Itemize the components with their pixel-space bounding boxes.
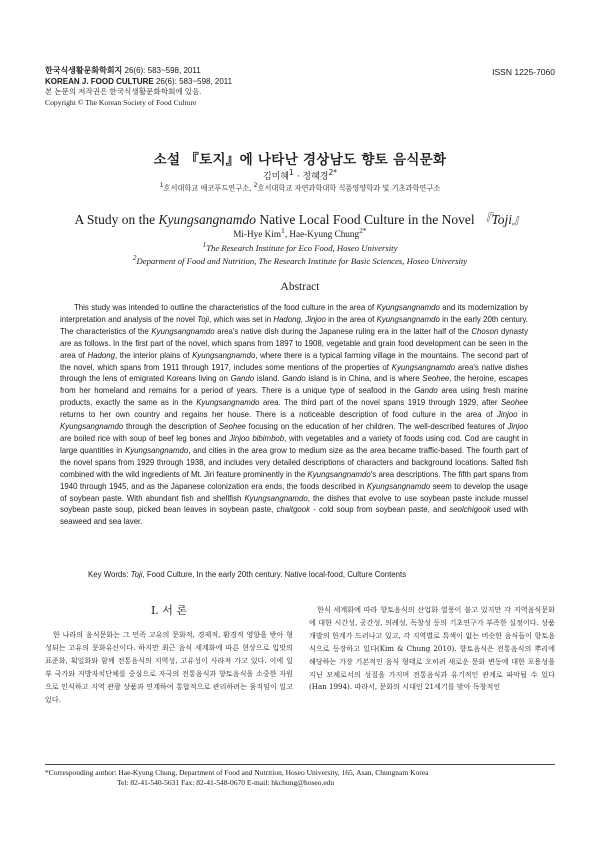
abstract-text: area. The third part of the novel spans 1919 through 1929, after: [259, 398, 501, 408]
abstract-term: Seohee: [218, 422, 246, 432]
author-sup: 1: [280, 226, 285, 235]
author-name: Hae-Kyung Chung: [289, 229, 360, 240]
footnote-line: *Corresponding author: Hae-Kyung Chung, Department of Food and Nutrition, Hoseo University, 165, Asan, Chungnam Korea: [45, 768, 429, 777]
abstract-term: Kyungsangnamdo: [366, 481, 431, 491]
abstract-text: in the area of: [325, 314, 377, 324]
abstract-term: Gando: [282, 374, 306, 384]
abstract-term: Kyungsangnamdo: [196, 398, 260, 408]
authors-en: [0, 226, 600, 239]
journal-citation-ko: [45, 66, 232, 77]
author-sup: 1: [289, 168, 294, 177]
abstract-term: Kyungsangnamdo: [151, 326, 215, 336]
abstract-text: seem to develop the usage of soybean paste. With abundant fish and shellfish: [60, 481, 529, 503]
abstract-body: [60, 302, 528, 528]
title-part: A Study on the: [74, 212, 159, 227]
abstract-text: , and cities in the area grow to medium size as the area became traffic-based. The fourth part of the novel spans from 1929 through 1938, and includes very detailed descriptions of characters and background locations. Salted fish combined with the wild ingredients of Mt. Jiri feature prominently in the: [60, 445, 528, 479]
abstract-term: seolchigook: [449, 505, 491, 515]
journal-cite-en: 26(6): 583~598, 2011: [153, 76, 233, 86]
abstract-text: and its modernization by interpretation and analysis of the novel: [60, 303, 529, 324]
affiliation-sup: 2: [253, 182, 258, 189]
keyword-term: Toji: [130, 570, 143, 579]
abstract-text: island.: [254, 374, 283, 384]
abstract-text: , the heroine, escapes from her homeland and remains for a period of years. There is a unique type of seafood in the: [60, 374, 528, 396]
abstract-text: This study was intended to outline the characteristics of the food culture in the area of: [74, 303, 377, 312]
journal-citation-en: [45, 77, 232, 88]
abstract-text: - cold soup from soybean paste, and: [310, 505, 450, 515]
body-column-left: 한 나라의 음식문화는 그 민족 고유의 문화적, 경제적, 환경적 영향을 받아 형성되는 고유의 문화유산이다. 하지만 최근 음식 세계화에 따른 현상으로 입맛의 표준화, 획일화와 함께 전통음식의 지역성, 고유성이 사라져 가고 있다. 이에 일부 국가와 지방자치단체를 중심으로 자국의 전통음식과 향토음식을 소중한 자원으로 인식하고 지역 관광 상품과 연계하여 통합적으로 관리하려는 움직임이 일고 있다.: [45, 630, 293, 704]
affiliation-text: The Research Institute for Eco Food, Hoseo University: [206, 242, 398, 253]
abstract-text: focusing on the education of her children. The well-described features of: [245, 422, 508, 432]
author-name: Mi-Hye Kim: [233, 229, 281, 240]
abstract-text: in: [517, 410, 528, 420]
abstract-term: Gando: [414, 386, 438, 396]
abstract-term: Kyungsangnamdo: [376, 314, 440, 324]
abstract-term: Gando: [230, 374, 255, 384]
abstract-text: , where there is a typical farming village in the mountains. The second part of the novel, which spans from 1911 through 1917, includes some mentions of the properties of: [60, 350, 529, 372]
copyright-line: Copyright © The Korean Society of Food Culture: [45, 97, 197, 107]
abstract-term: Jinjoo: [496, 410, 518, 420]
abstract-text: , which was set in: [209, 314, 274, 324]
author-sup: 2*: [359, 226, 367, 235]
abstract-text: area using fresh marine products, exactly the same as in the: [60, 386, 528, 408]
affiliation-en-1: [0, 241, 600, 253]
abstract-term: Jinjoo: [507, 422, 528, 432]
abstract-text: , with vegetables and a variety of foods using cod. Cod are caught in large quantities in: [60, 433, 528, 455]
affiliation-text: 호서대학교 에코푸드연구소,: [163, 183, 254, 193]
affiliation-sup: 1: [202, 241, 207, 249]
author-separator: ,: [284, 229, 290, 240]
abstract-text: , the interior plains of: [114, 350, 193, 360]
abstract-heading: Abstract: [280, 281, 320, 293]
abstract-text: island is in China, and is where: [305, 374, 423, 384]
abstract-text: , the dishes that evolve to use soybean paste include mussel soybean paste soup, picked bean leaves in soybean paste,: [60, 493, 528, 515]
abstract-text: returns to her own country and regains her house. There is a noticeable description of food culture in the area of: [60, 410, 497, 420]
body-column-right: 한식 세계화에 따라 향토음식의 산업화 열풍이 불고 있지만 각 지역음식문화에 대한 시간성, 공간성, 의례성, 독창성 등의 기초연구가 부족한 실정이다. 상품개발의 한계가 드러나고 있고, 각 지역별로 특색이 없는 비슷한 음식들이 향토음식으로 등장하고 있다(Kim & Chung 2010). 향토음식은 전통음식의 뿌리에 해당하는 가장 기본적인 음식 형태로 오히려 새로운 문화 변동에 대한 포용성을 지닌 모체로서의 성질을 가지며 전통음식과 유기적인 관계로 파악될 수 있다(Han 1994). 따라서, 문화의 시대인 21세기를 맞아 독창적인: [309, 605, 555, 692]
abstract-text: are boiled rice with soup of beef leg bones and: [60, 433, 230, 443]
author-name: 정혜경: [302, 172, 329, 182]
copyright-note-ko: 본 논문의 저작권은 한국식생활문화학회에 있음.: [45, 87, 202, 96]
title-part: Native Local Food Culture in the Novel: [256, 212, 478, 227]
affiliation-en-2: [0, 254, 600, 266]
abstract-text: area's native dish during the Japanese ruling era in the latter half of the: [214, 326, 472, 336]
abstract-term: chaitgook: [276, 505, 311, 515]
journal-header: [45, 66, 232, 108]
author-separator: ·: [293, 172, 303, 182]
keywords-line: [88, 570, 406, 579]
abstract-text: used with seaweed and sea laver.: [60, 505, 528, 527]
abstract-term: Kyungsangnamdo: [376, 303, 440, 312]
issn-number: ISSN 1225-7060: [492, 67, 555, 77]
title-part: 『Toji』: [477, 212, 526, 227]
abstract-term: Kyungsangnamdo: [307, 469, 371, 479]
abstract-term: Kyungsangnamdo: [192, 350, 256, 360]
abstract-text: in the early 20th century. The characteristics of the: [60, 314, 528, 336]
journal-name-en: KOREAN J. FOOD CULTURE: [45, 76, 154, 86]
keywords-rest: , Food Culture, In the early 20th century. Native local-food, Culture Contents: [142, 570, 407, 579]
abstract-text: dynasty are as follows. In the first part of the novel, which spans from 1897 to 1908, vegetable and grain food development can be seen in the area of: [60, 326, 528, 360]
affiliation-ko: [0, 182, 600, 193]
title-part: Kyungsangnamdo: [158, 212, 257, 227]
abstract-term: Choson: [471, 326, 499, 336]
paper-title-ko: 소설 『토지』에 나타난 경상남도 향토 음식문화: [153, 152, 447, 168]
affiliation-text: Deparment of Food and Nutrition, The Research Institute for Basic Sciences, Hoseo University: [136, 255, 468, 266]
abstract-term: Kyungsangnamdo: [124, 445, 189, 455]
section-heading-introduction: Ⅰ. 서 론: [150, 604, 188, 617]
abstract-term: Hadong, Jinjoo: [273, 314, 326, 324]
author-sup: 2*: [328, 168, 338, 177]
corresponding-author-footnote: [45, 768, 428, 788]
authors-ko: [0, 168, 600, 182]
abstract-term: Kyungsangnamdo: [391, 362, 455, 372]
abstract-term: Kyungsangnamdo: [244, 493, 308, 503]
author-name: 김미혜: [262, 172, 290, 182]
abstract-term: Seohee: [500, 398, 528, 408]
abstract-text: 's area descriptions. The fifth part spans from 1940 through 1945, and as the Japanese colonization era ends, the foods described in: [60, 469, 528, 491]
footnote-contact: Tel: 82-41-540-5631 Fax: 82-41-548-0670 E-mail: hkchung@hoseo.edu: [117, 778, 335, 787]
abstract-text: through the description of: [123, 422, 219, 432]
abstract-term: Jinjoo bibimbob: [229, 433, 285, 443]
abstract-term: Seohee: [422, 374, 450, 384]
abstract-term: Kyungsangnamdo: [60, 422, 124, 432]
keywords-label: Key Words:: [88, 570, 131, 579]
abstract-text: area's native dishes through the lens of emigrated Koreans living on: [60, 362, 528, 384]
affiliation-text: 호서대학교 자연과학대학 식품영양학과 및 기초과학연구소: [257, 183, 441, 193]
affiliation-sup: 2: [132, 254, 137, 262]
affiliation-sup: 1: [159, 182, 164, 189]
abstract-term: Toji: [197, 314, 210, 324]
paper-title-en: [0, 208, 600, 228]
abstract-term: Hadong: [87, 350, 115, 360]
journal-cite-ko: 26(6): 583~598, 2011: [122, 66, 201, 75]
journal-name-ko: 한국식생활문화학회지: [45, 66, 123, 75]
footnote-divider: [45, 764, 555, 765]
